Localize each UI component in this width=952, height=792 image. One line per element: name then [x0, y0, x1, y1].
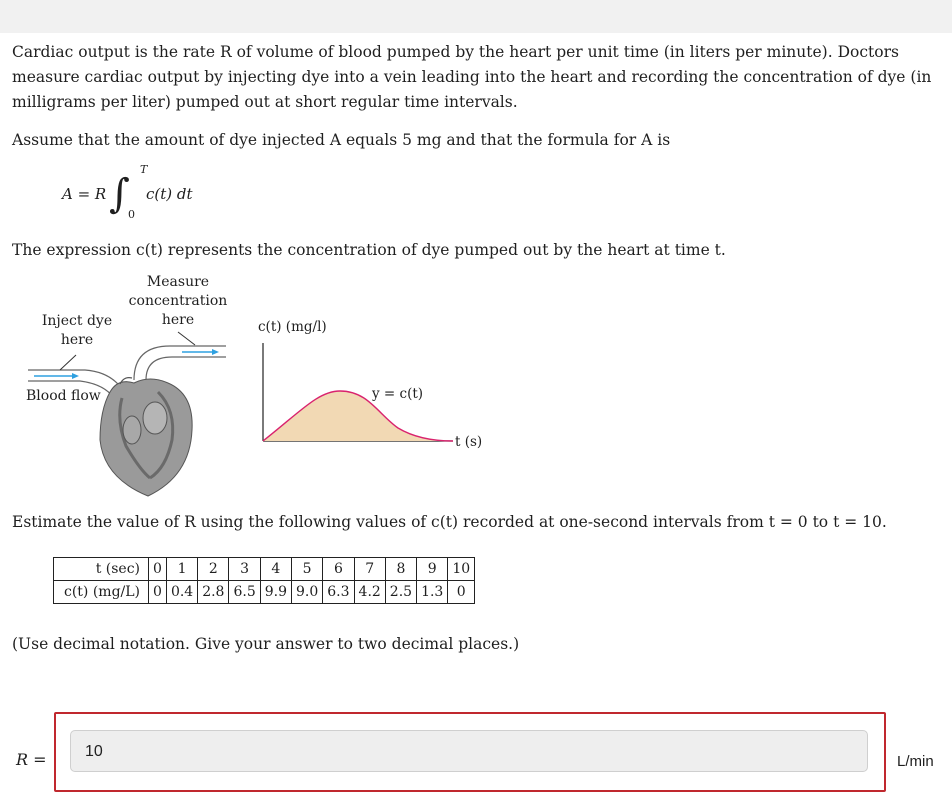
assumption-paragraph: Assume that the amount of dye injected A equals 5 mg and that the formula for A is — [12, 131, 671, 149]
c-cell: 9.9 — [260, 581, 291, 604]
expression-paragraph: The expression c(t) represents the concentration of dye pumped out by the heart at time t. — [12, 241, 726, 259]
intro-paragraph: Cardiac output is the rate R of volume of blood pumped by the heart per unit time (in liters per minute). Doctors measure cardiac output by injecting dye into a vein leading into the heart and recording the concentration of dye (in milligrams per liter) pumped out at short regular time intervals. — [12, 43, 932, 111]
concentration-table — [53, 557, 475, 604]
c-cell: 4.2 — [354, 581, 385, 604]
table-row-concentration — [54, 581, 475, 604]
y-axis-label: c(t) (mg/l) — [258, 319, 327, 335]
c-cell: 0.4 — [166, 581, 197, 604]
t-cell: 7 — [354, 558, 385, 581]
t-cell: 6 — [323, 558, 354, 581]
c-cell: 6.3 — [323, 581, 354, 604]
inlet-arrow-head — [72, 373, 79, 379]
measure-pointer — [178, 332, 195, 345]
t-cell: 8 — [385, 558, 416, 581]
t-cell: 9 — [417, 558, 448, 581]
c-cell: 1.3 — [417, 581, 448, 604]
measure-label: Measure concentration here — [128, 274, 228, 328]
table-row-time — [54, 558, 475, 581]
t-cell: 4 — [260, 558, 291, 581]
integral-sign: ∫ — [109, 171, 130, 217]
c-cell: 2.5 — [385, 581, 416, 604]
t-cell: 5 — [292, 558, 323, 581]
outlet-arrow-head — [212, 349, 219, 355]
outlet-tube-lower — [146, 357, 226, 380]
c-cell: 6.5 — [229, 581, 260, 604]
heart-icon — [100, 378, 192, 496]
t-cell: 3 — [229, 558, 260, 581]
c-cell: 9.0 — [292, 581, 323, 604]
c-header: c(t) (mg/L) — [54, 581, 149, 604]
t-header: t (sec) — [54, 558, 149, 581]
t-cell: 0 — [149, 558, 167, 581]
t-cell: 2 — [198, 558, 229, 581]
t-cell: 1 — [166, 558, 197, 581]
inject-label: Inject dye here — [41, 313, 113, 348]
t-cell: 10 — [448, 558, 475, 581]
integrand: c(t) dt — [146, 185, 193, 203]
c-cell: 0 — [448, 581, 475, 604]
lower-limit: 0 — [128, 208, 135, 221]
x-axis-label: t (s) — [455, 434, 483, 450]
estimate-paragraph: Estimate the value of R using the following values of c(t) recorded at one-second intervals from t = 0 to t = 10. — [12, 513, 887, 531]
inject-pointer — [60, 355, 76, 370]
instructions-paragraph: (Use decimal notation. Give your answer to two decimal places.) — [12, 635, 520, 653]
c-cell: 0 — [149, 581, 167, 604]
answer-label: R = — [16, 750, 47, 769]
formula-lhs: A = R — [62, 185, 107, 203]
c-cell: 2.8 — [198, 581, 229, 604]
upper-limit: T — [140, 163, 148, 176]
answer-unit: L/min — [897, 753, 934, 770]
answer-input[interactable]: 10 — [70, 730, 868, 772]
blood-flow-label: Blood flow — [26, 388, 101, 404]
curve-label: y = c(t) — [372, 386, 424, 402]
